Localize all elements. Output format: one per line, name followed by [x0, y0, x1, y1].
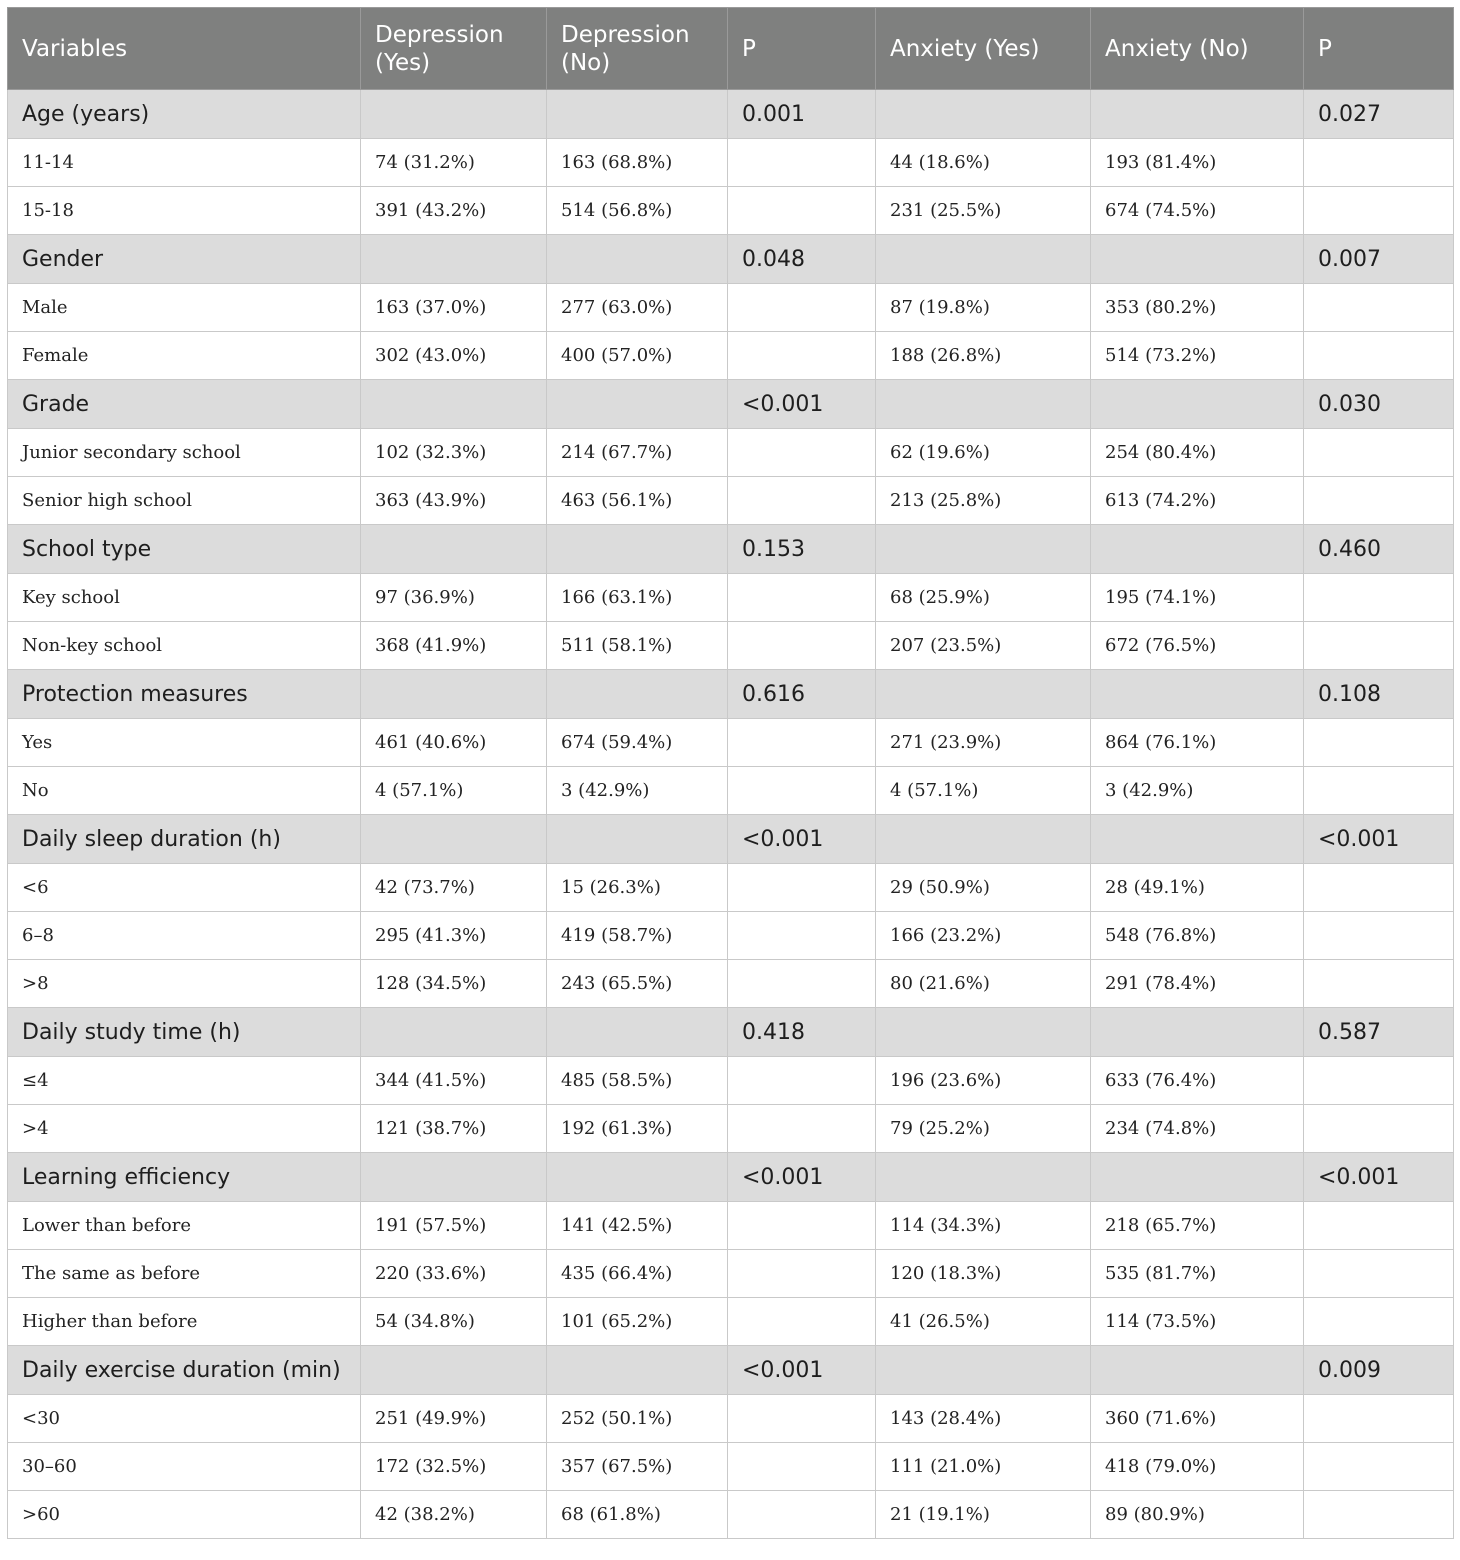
depression-anxiety-table — [7, 7, 1454, 1539]
empty-cell — [728, 1057, 876, 1105]
depression-no-cell: 357 (67.5%) — [547, 1443, 728, 1491]
group-p-anxiety: <0.001 — [1304, 1153, 1454, 1202]
empty-cell — [728, 477, 876, 525]
empty-cell — [1304, 284, 1454, 332]
group-p-anxiety: 0.460 — [1304, 525, 1454, 574]
anxiety-yes-cell: 21 (19.1%) — [876, 1491, 1091, 1539]
table-row — [8, 187, 1454, 235]
empty-cell — [876, 525, 1091, 574]
group-label: Daily study time (h) — [8, 1008, 361, 1057]
depression-yes-cell: 295 (41.3%) — [361, 912, 547, 960]
depression-no-cell: 243 (65.5%) — [547, 960, 728, 1008]
row-label: Junior secondary school — [8, 429, 361, 477]
anxiety-no-cell: 633 (76.4%) — [1091, 1057, 1304, 1105]
row-label: Male — [8, 284, 361, 332]
empty-cell — [1091, 90, 1304, 139]
table-row — [8, 1298, 1454, 1346]
anxiety-no-cell: 535 (81.7%) — [1091, 1250, 1304, 1298]
depression-no-cell: 511 (58.1%) — [547, 622, 728, 670]
depression-no-cell: 514 (56.8%) — [547, 187, 728, 235]
table-row — [8, 1443, 1454, 1491]
anxiety-no-cell: 193 (81.4%) — [1091, 139, 1304, 187]
header-row — [8, 8, 1454, 90]
empty-cell — [1304, 719, 1454, 767]
anxiety-no-cell: 514 (73.2%) — [1091, 332, 1304, 380]
anxiety-no-cell: 418 (79.0%) — [1091, 1443, 1304, 1491]
depression-yes-cell: 42 (38.2%) — [361, 1491, 547, 1539]
empty-cell — [361, 1346, 547, 1395]
row-label: Yes — [8, 719, 361, 767]
depression-no-cell: 166 (63.1%) — [547, 574, 728, 622]
depression-no-cell: 674 (59.4%) — [547, 719, 728, 767]
anxiety-no-cell: 864 (76.1%) — [1091, 719, 1304, 767]
depression-yes-cell: 251 (49.9%) — [361, 1395, 547, 1443]
empty-cell — [1304, 332, 1454, 380]
empty-cell — [547, 235, 728, 284]
empty-cell — [1304, 960, 1454, 1008]
empty-cell — [1304, 187, 1454, 235]
empty-cell — [1304, 1443, 1454, 1491]
row-label: <6 — [8, 864, 361, 912]
empty-cell — [1091, 235, 1304, 284]
empty-cell — [876, 815, 1091, 864]
depression-no-cell: 3 (42.9%) — [547, 767, 728, 815]
anxiety-no-cell: 3 (42.9%) — [1091, 767, 1304, 815]
empty-cell — [547, 1346, 728, 1395]
empty-cell — [547, 380, 728, 429]
empty-cell — [728, 719, 876, 767]
depression-no-cell: 68 (61.8%) — [547, 1491, 728, 1539]
empty-cell — [361, 380, 547, 429]
anxiety-no-cell: 674 (74.5%) — [1091, 187, 1304, 235]
row-label: Female — [8, 332, 361, 380]
table-row — [8, 622, 1454, 670]
row-label: 30–60 — [8, 1443, 361, 1491]
table-row — [8, 284, 1454, 332]
empty-cell — [1091, 525, 1304, 574]
depression-yes-cell: 191 (57.5%) — [361, 1202, 547, 1250]
anxiety-yes-cell: 41 (26.5%) — [876, 1298, 1091, 1346]
empty-cell — [1304, 1105, 1454, 1153]
depression-no-cell: 141 (42.5%) — [547, 1202, 728, 1250]
row-label: Lower than before — [8, 1202, 361, 1250]
table-row — [8, 1395, 1454, 1443]
anxiety-no-cell: 234 (74.8%) — [1091, 1105, 1304, 1153]
table-header — [8, 8, 1454, 90]
table-row — [8, 960, 1454, 1008]
group-row — [8, 815, 1454, 864]
empty-cell — [1304, 1395, 1454, 1443]
anxiety-yes-cell: 44 (18.6%) — [876, 139, 1091, 187]
depression-yes-cell: 128 (34.5%) — [361, 960, 547, 1008]
row-label: 6–8 — [8, 912, 361, 960]
depression-no-cell: 435 (66.4%) — [547, 1250, 728, 1298]
group-p-depression: <0.001 — [728, 1153, 876, 1202]
empty-cell — [1091, 1153, 1304, 1202]
row-label: 15-18 — [8, 187, 361, 235]
empty-cell — [547, 670, 728, 719]
table-row — [8, 477, 1454, 525]
depression-yes-cell: 163 (37.0%) — [361, 284, 547, 332]
empty-cell — [728, 1443, 876, 1491]
empty-cell — [728, 1395, 876, 1443]
anxiety-yes-cell: 62 (19.6%) — [876, 429, 1091, 477]
empty-cell — [728, 1491, 876, 1539]
anxiety-no-cell: 218 (65.7%) — [1091, 1202, 1304, 1250]
empty-cell — [1304, 767, 1454, 815]
group-row — [8, 1153, 1454, 1202]
empty-cell — [728, 864, 876, 912]
empty-cell — [728, 1250, 876, 1298]
row-label: >60 — [8, 1491, 361, 1539]
group-label: Gender — [8, 235, 361, 284]
depression-no-cell: 485 (58.5%) — [547, 1057, 728, 1105]
anxiety-yes-cell: 207 (23.5%) — [876, 622, 1091, 670]
anxiety-no-cell: 613 (74.2%) — [1091, 477, 1304, 525]
empty-cell — [876, 1153, 1091, 1202]
anxiety-yes-cell: 213 (25.8%) — [876, 477, 1091, 525]
empty-cell — [728, 767, 876, 815]
header-depression-yes: Depression (Yes) — [361, 8, 547, 90]
group-p-anxiety: 0.108 — [1304, 670, 1454, 719]
empty-cell — [728, 960, 876, 1008]
row-label: 11-14 — [8, 139, 361, 187]
row-label: Senior high school — [8, 477, 361, 525]
anxiety-no-cell: 195 (74.1%) — [1091, 574, 1304, 622]
depression-no-cell: 163 (68.8%) — [547, 139, 728, 187]
empty-cell — [1304, 139, 1454, 187]
group-row — [8, 380, 1454, 429]
group-p-anxiety: 0.027 — [1304, 90, 1454, 139]
empty-cell — [728, 1105, 876, 1153]
anxiety-yes-cell: 79 (25.2%) — [876, 1105, 1091, 1153]
group-p-depression: <0.001 — [728, 380, 876, 429]
group-label: Daily sleep duration (h) — [8, 815, 361, 864]
anxiety-yes-cell: 196 (23.6%) — [876, 1057, 1091, 1105]
anxiety-yes-cell: 143 (28.4%) — [876, 1395, 1091, 1443]
depression-no-cell: 252 (50.1%) — [547, 1395, 728, 1443]
table-row — [8, 1491, 1454, 1539]
anxiety-no-cell: 548 (76.8%) — [1091, 912, 1304, 960]
depression-no-cell: 101 (65.2%) — [547, 1298, 728, 1346]
row-label: Higher than before — [8, 1298, 361, 1346]
group-label: Age (years) — [8, 90, 361, 139]
depression-yes-cell: 363 (43.9%) — [361, 477, 547, 525]
anxiety-no-cell: 28 (49.1%) — [1091, 864, 1304, 912]
empty-cell — [876, 1008, 1091, 1057]
table-row — [8, 332, 1454, 380]
anxiety-yes-cell: 80 (21.6%) — [876, 960, 1091, 1008]
empty-cell — [547, 1008, 728, 1057]
group-p-depression: 0.616 — [728, 670, 876, 719]
anxiety-yes-cell: 120 (18.3%) — [876, 1250, 1091, 1298]
table-row — [8, 1105, 1454, 1153]
depression-yes-cell: 461 (40.6%) — [361, 719, 547, 767]
depression-yes-cell: 121 (38.7%) — [361, 1105, 547, 1153]
table-row — [8, 864, 1454, 912]
row-label: Key school — [8, 574, 361, 622]
anxiety-yes-cell: 68 (25.9%) — [876, 574, 1091, 622]
anxiety-yes-cell: 166 (23.2%) — [876, 912, 1091, 960]
row-label: >4 — [8, 1105, 361, 1153]
empty-cell — [728, 622, 876, 670]
empty-cell — [361, 235, 547, 284]
anxiety-no-cell: 89 (80.9%) — [1091, 1491, 1304, 1539]
depression-no-cell: 419 (58.7%) — [547, 912, 728, 960]
depression-no-cell: 277 (63.0%) — [547, 284, 728, 332]
depression-yes-cell: 74 (31.2%) — [361, 139, 547, 187]
header-p-depression: P — [728, 8, 876, 90]
empty-cell — [1304, 912, 1454, 960]
empty-cell — [728, 284, 876, 332]
table-row — [8, 719, 1454, 767]
header-anxiety-no: Anxiety (No) — [1091, 8, 1304, 90]
depression-yes-cell: 172 (32.5%) — [361, 1443, 547, 1491]
empty-cell — [728, 1298, 876, 1346]
depression-yes-cell: 102 (32.3%) — [361, 429, 547, 477]
table-row — [8, 1202, 1454, 1250]
group-p-anxiety: 0.587 — [1304, 1008, 1454, 1057]
group-row — [8, 1008, 1454, 1057]
group-p-anxiety: 0.007 — [1304, 235, 1454, 284]
empty-cell — [1304, 1491, 1454, 1539]
empty-cell — [361, 1008, 547, 1057]
row-label: >8 — [8, 960, 361, 1008]
empty-cell — [1091, 670, 1304, 719]
anxiety-no-cell: 672 (76.5%) — [1091, 622, 1304, 670]
table-row — [8, 1250, 1454, 1298]
anxiety-yes-cell: 188 (26.8%) — [876, 332, 1091, 380]
empty-cell — [1091, 815, 1304, 864]
anxiety-yes-cell: 87 (19.8%) — [876, 284, 1091, 332]
group-row — [8, 1346, 1454, 1395]
empty-cell — [876, 670, 1091, 719]
empty-cell — [1304, 622, 1454, 670]
table-row — [8, 767, 1454, 815]
depression-no-cell: 463 (56.1%) — [547, 477, 728, 525]
group-label: Daily exercise duration (min) — [8, 1346, 361, 1395]
table-row — [8, 574, 1454, 622]
anxiety-yes-cell: 114 (34.3%) — [876, 1202, 1091, 1250]
empty-cell — [547, 90, 728, 139]
group-p-depression: <0.001 — [728, 1346, 876, 1395]
empty-cell — [547, 525, 728, 574]
group-label: Learning efficiency — [8, 1153, 361, 1202]
empty-cell — [547, 815, 728, 864]
anxiety-no-cell: 254 (80.4%) — [1091, 429, 1304, 477]
empty-cell — [876, 1346, 1091, 1395]
empty-cell — [876, 235, 1091, 284]
anxiety-no-cell: 353 (80.2%) — [1091, 284, 1304, 332]
depression-yes-cell: 368 (41.9%) — [361, 622, 547, 670]
depression-yes-cell: 302 (43.0%) — [361, 332, 547, 380]
group-p-anxiety: <0.001 — [1304, 815, 1454, 864]
anxiety-yes-cell: 29 (50.9%) — [876, 864, 1091, 912]
empty-cell — [361, 1153, 547, 1202]
depression-yes-cell: 344 (41.5%) — [361, 1057, 547, 1105]
table-row — [8, 429, 1454, 477]
empty-cell — [361, 525, 547, 574]
depression-no-cell: 192 (61.3%) — [547, 1105, 728, 1153]
empty-cell — [876, 90, 1091, 139]
row-label: <30 — [8, 1395, 361, 1443]
table-row — [8, 912, 1454, 960]
depression-yes-cell: 54 (34.8%) — [361, 1298, 547, 1346]
group-row — [8, 90, 1454, 139]
table-body — [8, 90, 1454, 1539]
empty-cell — [361, 90, 547, 139]
empty-cell — [1304, 429, 1454, 477]
group-p-depression: 0.418 — [728, 1008, 876, 1057]
header-p-anxiety: P — [1304, 8, 1454, 90]
header-variables: Variables — [8, 8, 361, 90]
data-table-container — [7, 7, 1453, 1539]
group-p-depression: <0.001 — [728, 815, 876, 864]
empty-cell — [728, 1202, 876, 1250]
empty-cell — [728, 429, 876, 477]
table-row — [8, 139, 1454, 187]
empty-cell — [1304, 1250, 1454, 1298]
empty-cell — [1304, 1057, 1454, 1105]
empty-cell — [1304, 574, 1454, 622]
depression-yes-cell: 42 (73.7%) — [361, 864, 547, 912]
group-p-anxiety: 0.030 — [1304, 380, 1454, 429]
empty-cell — [361, 815, 547, 864]
anxiety-yes-cell: 271 (23.9%) — [876, 719, 1091, 767]
group-label: Grade — [8, 380, 361, 429]
group-label: School type — [8, 525, 361, 574]
depression-yes-cell: 391 (43.2%) — [361, 187, 547, 235]
empty-cell — [1304, 1202, 1454, 1250]
empty-cell — [1304, 1298, 1454, 1346]
anxiety-no-cell: 291 (78.4%) — [1091, 960, 1304, 1008]
depression-yes-cell: 4 (57.1%) — [361, 767, 547, 815]
table-row — [8, 1057, 1454, 1105]
depression-yes-cell: 220 (33.6%) — [361, 1250, 547, 1298]
empty-cell — [547, 1153, 728, 1202]
group-p-depression: 0.048 — [728, 235, 876, 284]
empty-cell — [876, 380, 1091, 429]
group-p-depression: 0.001 — [728, 90, 876, 139]
empty-cell — [1091, 1008, 1304, 1057]
group-row — [8, 670, 1454, 719]
depression-yes-cell: 97 (36.9%) — [361, 574, 547, 622]
empty-cell — [728, 139, 876, 187]
row-label: No — [8, 767, 361, 815]
group-p-anxiety: 0.009 — [1304, 1346, 1454, 1395]
anxiety-no-cell: 360 (71.6%) — [1091, 1395, 1304, 1443]
empty-cell — [1091, 380, 1304, 429]
empty-cell — [728, 187, 876, 235]
depression-no-cell: 400 (57.0%) — [547, 332, 728, 380]
anxiety-yes-cell: 231 (25.5%) — [876, 187, 1091, 235]
anxiety-no-cell: 114 (73.5%) — [1091, 1298, 1304, 1346]
header-anxiety-yes: Anxiety (Yes) — [876, 8, 1091, 90]
empty-cell — [728, 332, 876, 380]
empty-cell — [1304, 864, 1454, 912]
group-row — [8, 525, 1454, 574]
anxiety-yes-cell: 111 (21.0%) — [876, 1443, 1091, 1491]
empty-cell — [728, 912, 876, 960]
anxiety-yes-cell: 4 (57.1%) — [876, 767, 1091, 815]
depression-no-cell: 15 (26.3%) — [547, 864, 728, 912]
row-label: Non-key school — [8, 622, 361, 670]
empty-cell — [1091, 1346, 1304, 1395]
group-label: Protection measures — [8, 670, 361, 719]
empty-cell — [1304, 477, 1454, 525]
depression-no-cell: 214 (67.7%) — [547, 429, 728, 477]
empty-cell — [361, 670, 547, 719]
row-label: The same as before — [8, 1250, 361, 1298]
header-depression-no: Depression (No) — [547, 8, 728, 90]
row-label: ≤4 — [8, 1057, 361, 1105]
group-p-depression: 0.153 — [728, 525, 876, 574]
group-row — [8, 235, 1454, 284]
empty-cell — [728, 574, 876, 622]
